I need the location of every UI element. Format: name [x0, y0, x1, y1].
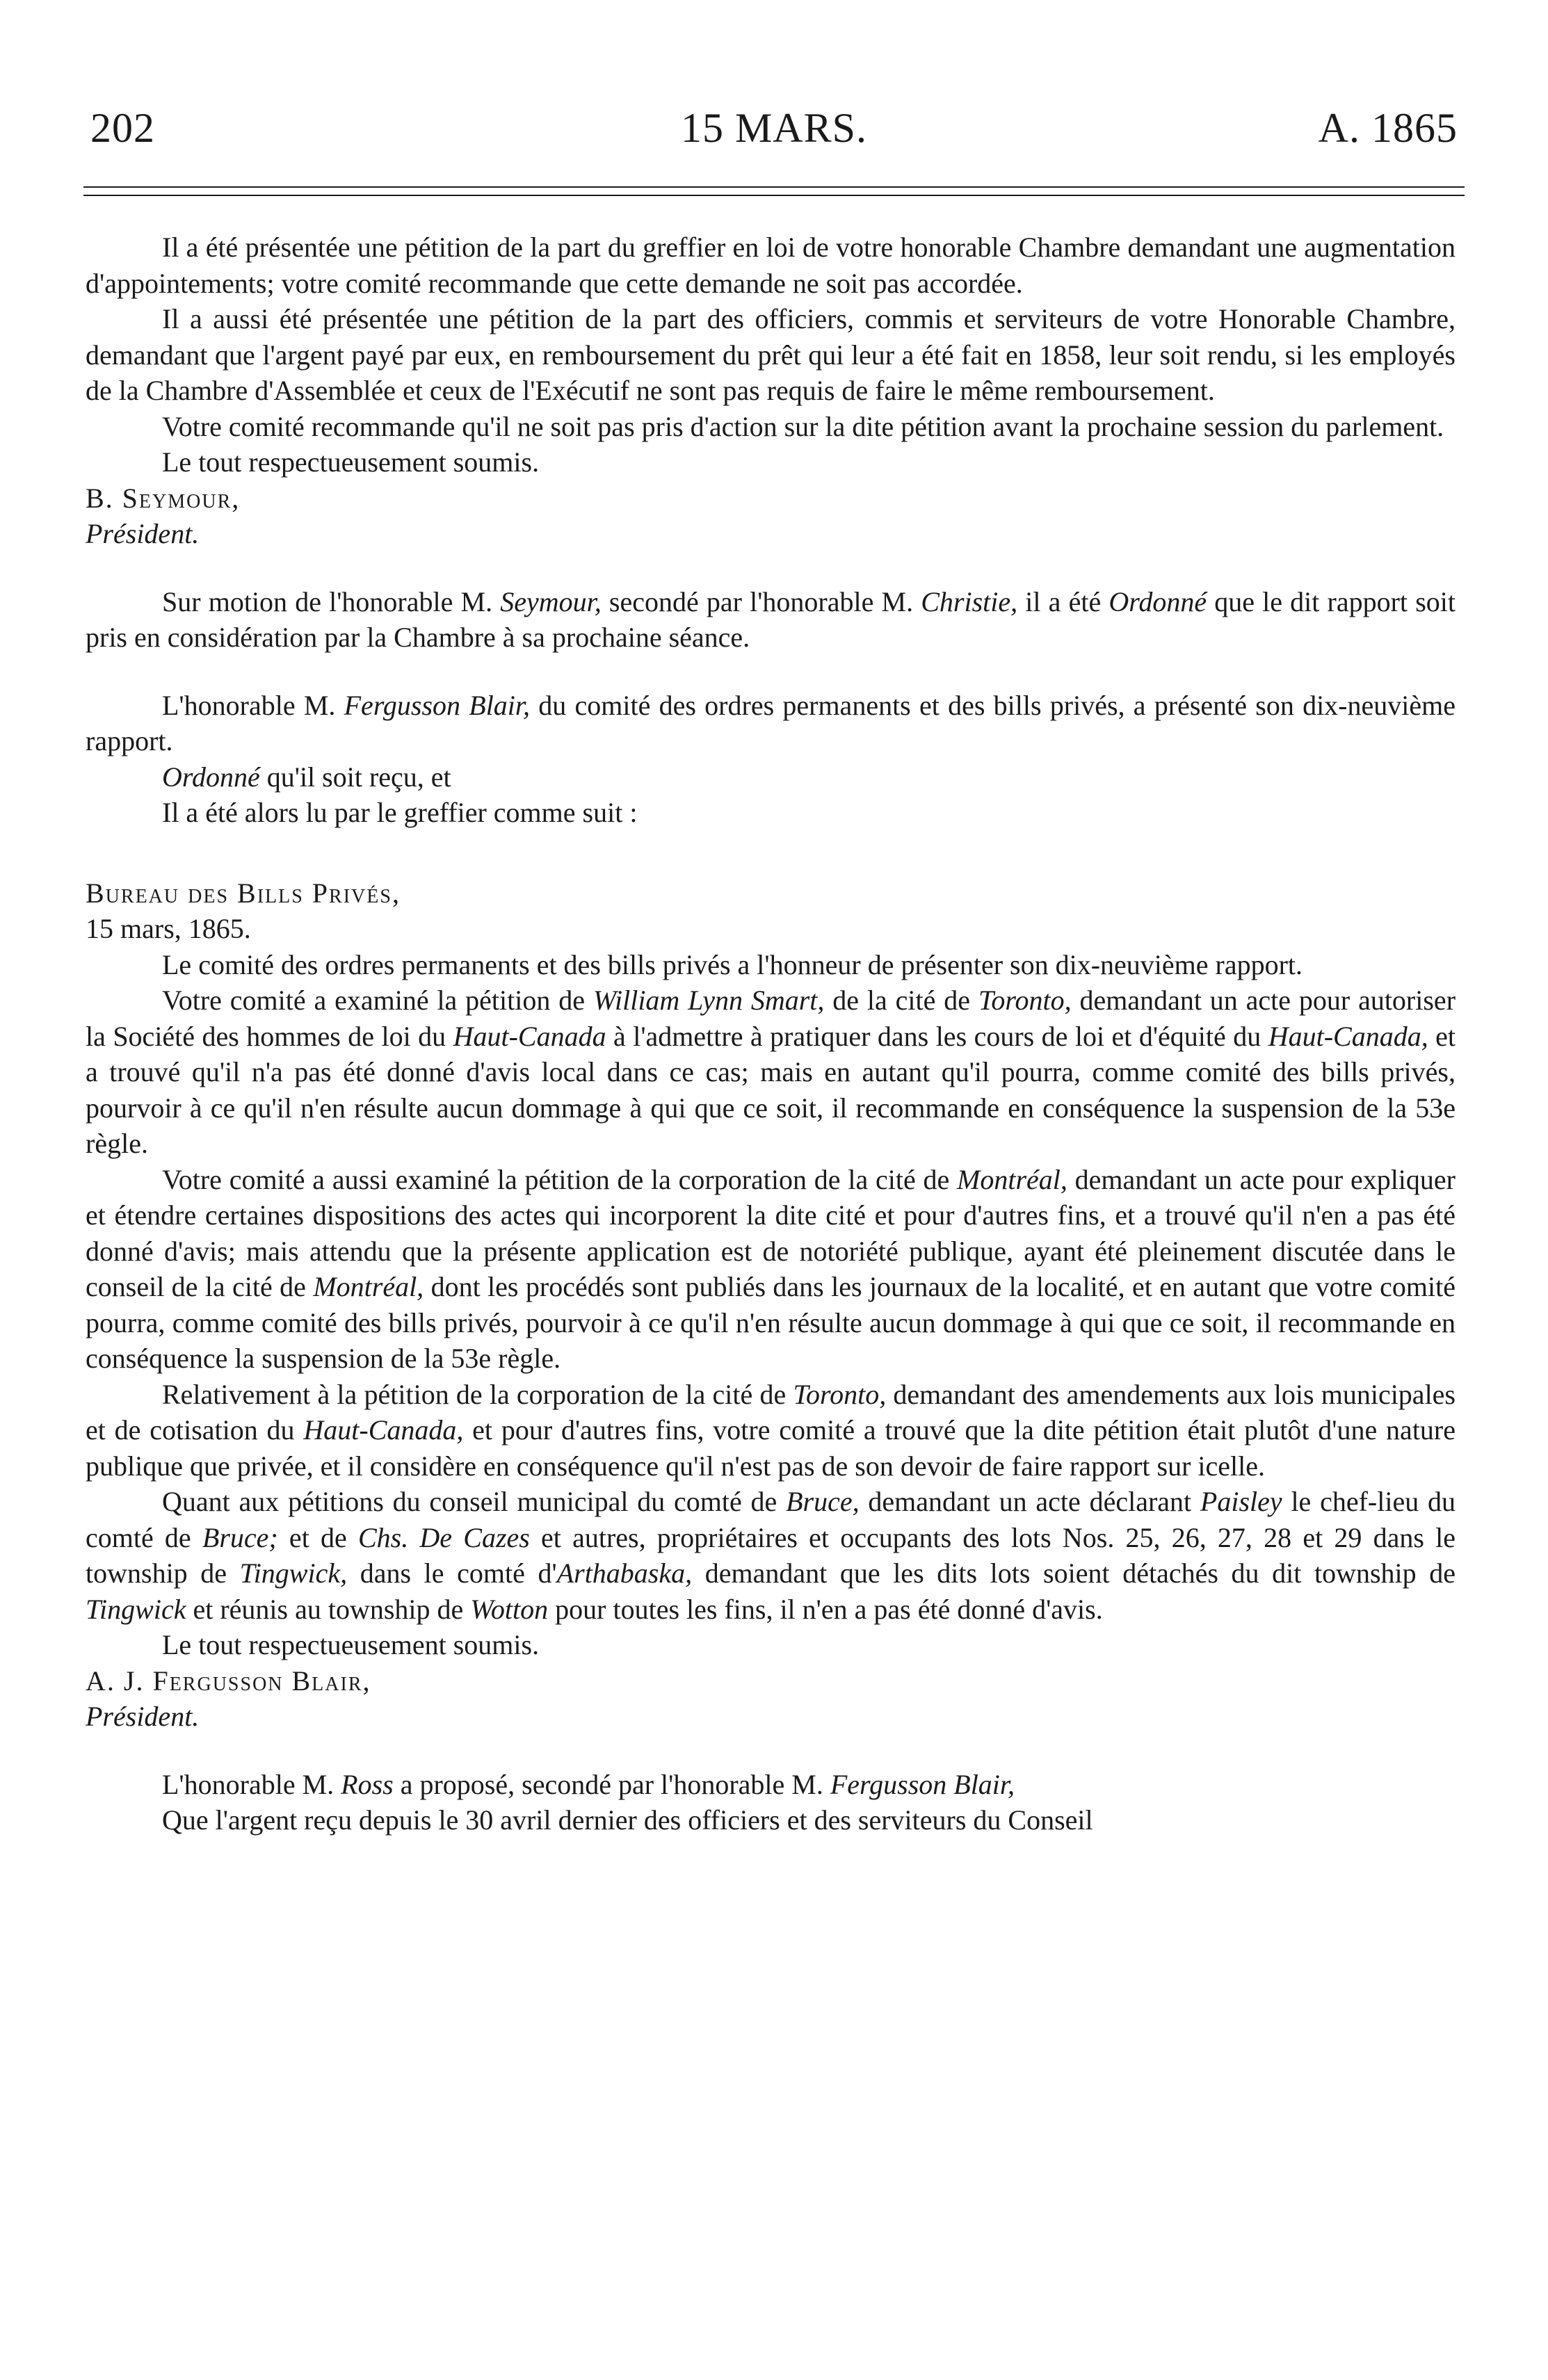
bureau-date: 15 mars, 1865. — [86, 913, 251, 944]
text: qu'il soit reçu, et — [259, 761, 451, 793]
ordonne-term: Ordonné — [1108, 585, 1207, 617]
page-body — [86, 229, 1456, 1838]
place-name: Paisley — [1200, 1486, 1282, 1517]
person-name: Christie, — [921, 585, 1018, 617]
text: et autres, propriétaires et occupants des lots Nos. 25, 26, 27, 28 et 29 dans le township de — [86, 1521, 1456, 1589]
text: Sur motion de l'honorable M. — [162, 585, 501, 617]
paragraph — [86, 982, 1456, 1162]
paragraph: Il a été alors lu par le greffier comme suit : — [162, 797, 638, 828]
person-name: Fergusson Blair, — [830, 1768, 1015, 1800]
text: le chef-lieu du comté de — [86, 1486, 1456, 1553]
person-name: William Lynn Smart, — [592, 985, 825, 1016]
paragraph: Votre comité recommande qu'il ne soit pas pris d'action sur la dite pétition avant la prochaine session du parlement. — [162, 410, 1444, 442]
place-name: Wotton — [470, 1593, 549, 1625]
text: il a été — [1017, 585, 1109, 617]
text: demandant un acte pour autoriser la Société des hommes de loi du — [86, 985, 1456, 1052]
paragraph: Il a aussi été présentée une pétition de la part des officiers, commis et serviteurs de votre Honorable Chambre, demandant que l'argent payé par eux, en remboursement du prêt qui leur a été fait en 1858, leur soit rendu, si les employés de la Chambre d'Assemblée et ceux de l'Exécutif ne sont pas requis de faire le même remboursement. — [86, 303, 1456, 406]
paragraph: Le tout respectueusement soumis. — [162, 446, 540, 478]
text: que le dit rapport soit pris en considération par la Chambre à sa prochaine séance. — [86, 585, 1456, 653]
person-name: Chs. De Cazes — [357, 1521, 530, 1553]
place-name: Toronto, — [793, 1378, 887, 1410]
person-name: Seymour, — [500, 585, 602, 617]
person-name: Ross — [341, 1768, 394, 1800]
signature-title: Président. — [86, 1701, 200, 1732]
text: de la cité de — [824, 985, 978, 1016]
header-date: 15 MARS. — [680, 105, 868, 151]
text: secondé par l'honorable M. — [601, 585, 921, 617]
motion-paragraph — [86, 584, 1456, 656]
paragraph: Il a été présentée une pétition de la part du greffier en loi de votre honorable Chambre demandant une augmentation d'appointements; votre comité recommande que cette demande ne soit pas accordée. — [86, 232, 1456, 299]
place-name: Haut-Canada, — [1268, 1020, 1428, 1052]
signature-name: B. Seymour, — [86, 482, 241, 514]
paragraph: Le tout respectueusement soumis. — [162, 1629, 540, 1660]
report-paragraph — [86, 688, 1456, 759]
paragraph — [86, 1162, 1456, 1377]
header-rule-bottom — [83, 195, 1465, 196]
text: à l'admettre à pratiquer dans les cours de loi et d'équité du — [606, 1020, 1268, 1052]
spacer — [86, 552, 1456, 584]
text: et a trouvé qu'il n'a pas été donné d'avis local dans ce cas; mais en autant qu'il pourra, comme comité des bills privés, pourvoir à ce qu'il n'en résulte aucun dommage à qui que ce soit, il recommande en conséquence la suspension de la 53e règle. — [86, 1020, 1456, 1159]
text: demandant que les dits lots soient détachés du dit township de — [692, 1557, 1456, 1589]
place-name: Haut-Canada, — [303, 1414, 464, 1446]
text: Relativement à la pétition de la corporation de la cité de — [162, 1378, 793, 1410]
place-name: Haut-Canada — [453, 1020, 606, 1052]
place-name: Tingwick, — [239, 1557, 348, 1589]
place-name: Arthabaska, — [556, 1557, 693, 1589]
text: et de — [277, 1521, 358, 1553]
spacer — [86, 656, 1456, 688]
ordonne-term: Ordonné — [162, 761, 260, 793]
text: Quant aux pétitions du conseil municipal du comté de — [162, 1486, 787, 1517]
final-line: Que l'argent reçu depuis le 30 avril dernier des officiers et des serviteurs du Conseil — [162, 1804, 1093, 1836]
paragraph — [86, 1484, 1456, 1627]
place-name: Bruce; — [202, 1521, 278, 1553]
text: L'honorable M. — [162, 689, 344, 721]
paragraph — [86, 1377, 1456, 1484]
person-name: Fergusson Blair, — [344, 689, 531, 721]
text: dont les procédés sont publiés dans les journaux de la localité, et en autant que votre comité pourra, comme comité des bills privés, pourvoir à ce qu'il n'en résulte aucun dommage à qui que ce soit, il recommande en conséquence la suspension de la 53e règle. — [86, 1271, 1456, 1374]
place-name: Bruce, — [786, 1486, 860, 1517]
spacer — [86, 1735, 1456, 1767]
place-name: Toronto, — [978, 985, 1072, 1016]
page-header — [90, 104, 1458, 153]
signature-name: A. J. Fergusson Blair, — [86, 1665, 371, 1697]
header-year: A. 1865 — [1318, 105, 1458, 151]
ordonne-line — [86, 759, 1456, 795]
text: Votre comité a aussi examiné la pétition de la corporation de la cité de — [162, 1163, 958, 1195]
place-name: Montréal, — [313, 1271, 424, 1302]
header-rule-top — [83, 186, 1465, 188]
text: demandant un acte pour expliquer et étendre certaines dispositions des actes qui incorporent la dite cité et pour d'autres fins, et a trouvé qu'il n'en a pas été donné d'avis; mais attendu que la présente application est de notoriété publique, ayant été pleinement discutée dans le conseil de la cité de — [86, 1163, 1456, 1302]
place-name: Montréal, — [957, 1163, 1067, 1195]
place-name: Tingwick — [86, 1593, 186, 1625]
text: et pour d'autres fins, votre comité a trouvé que la dite pétition était plutôt d'une nature publique que privée, et il considère en conséquence qu'il n'est pas de son devoir de faire rapport sur icelle. — [86, 1414, 1456, 1482]
text: L'honorable M. — [162, 1768, 341, 1800]
text: et réunis au township de — [186, 1593, 471, 1625]
text: du comité des ordres permanents et des bills privés, a présenté son dix-neuvième rapport. — [86, 689, 1456, 756]
text: demandant un acte déclarant — [859, 1486, 1200, 1517]
text: pour toutes les fins, il n'en a pas été donné d'avis. — [548, 1593, 1103, 1625]
final-paragraph — [86, 1767, 1456, 1803]
signature-title: Président. — [86, 518, 200, 549]
text: a proposé, secondé par l'honorable M. — [393, 1768, 830, 1800]
text: dans le comté d' — [347, 1557, 557, 1589]
text: demandant des amendements aux lois municipales et de cotisation du — [86, 1378, 1456, 1446]
page-number: 202 — [90, 105, 155, 151]
paragraph: Le comité des ordres permanents et des bills privés a l'honneur de présenter son dix-neuvième rapport. — [162, 948, 1303, 980]
text: Votre comité a examiné la pétition de — [162, 985, 593, 1016]
spacer — [86, 831, 1456, 875]
bureau-heading: Bureau des Bills Privés, — [86, 877, 401, 909]
